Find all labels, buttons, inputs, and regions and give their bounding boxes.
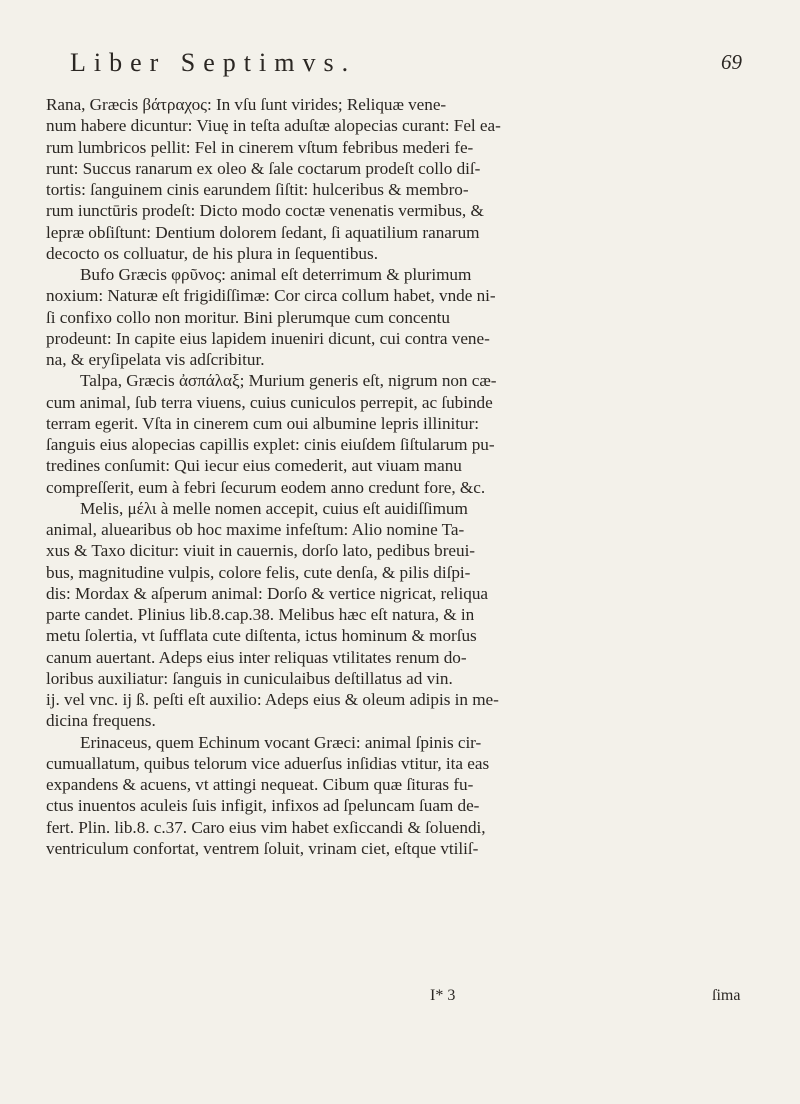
text-line: prodeunt: In capite eius lapidem inueniri dicunt, cui contra vene- [46,328,490,348]
text-line: ſi confixo collo non moritur. Bini plerumque cum concentu [46,307,450,327]
text-line: animal, aluearibus ob hoc maxime infeſtum: Alio nomine Ta- [46,520,465,539]
page-number: 69 [721,50,742,74]
text-line: tredines conſumit: Qui iecur eius comederit, aut viuam manu [46,456,462,476]
text-line: ſanguis eius alopecias capillis explet: cinis eiuſdem ſiſtularum pu- [46,435,495,454]
text-line: Melis, μέλι à melle nomen accepit, cuius eſt auidiſſimum [80,498,468,518]
signature-mark: I* 3 [430,987,456,1004]
running-title: Liber Septimvs. [70,48,357,77]
text-line: Talpa, Græcis ἀσπάλαξ; Murium generis eſt, nigrum non cæ- [80,371,497,391]
text-line: xus & Taxo dicitur: viuit in cauernis, dorſo lato, pedibus breui- [46,541,476,561]
text-line: ij. vel vnc. ij ß. peſti eſt auxilio: Adeps eius & oleum adipis in me- [46,690,499,709]
text-line: noxium: Naturæ eſt frigidiſſimæ: Cor circa collum habet, vnde ni- [46,286,496,306]
text-line: ventriculum confortat, ventrem ſoluit, vrinam ciet, eſtque vtiliſ- [46,838,479,858]
text-line: dicina frequens. [46,711,156,731]
text-line: Erinaceus, quem Echinum vocant Græci: animal ſpinis cir- [80,732,482,752]
text-line: parte candet. Plinius lib.8.cap.38. Melibus hæc eſt natura, & in [46,605,475,624]
text-line: num habere dicuntur: Viuę in teſta aduſtæ alopecias curant: Fel ea- [46,116,501,136]
text-line: compreſſerit, eum à febri ſecurum eodem anno credunt fore, &c. [46,477,486,497]
text-line: metu ſolertia, vt ſufflata cute diſtenta, ictus hominum & morſus [46,626,477,646]
text-line: Bufo Græcis φρῦνος: animal eſt deterrimum & plurimum [80,265,472,284]
text-line: rum iunctūris prodeſt: Dicto modo coctæ venenatis vermibus, & [46,201,484,221]
text-line: cum animal, ſub terra viuens, cuius cuniculos perrepit, ac ſubinde [46,392,493,412]
text-line: terram egerit. Vſta in cinerem cum oui albumine lepris illinitur: [46,413,480,433]
text-line: dis: Mordax & aſperum animal: Dorſo & vertice nigricat, reliqua [46,583,488,603]
text-line: fert. Plin. lib.8. c.37. Caro eius vim habet exſiccandi & ſoluendi, [46,817,486,837]
text-line: cumuallatum, quibus telorum vice aduerſus inſidias vtitur, ita eas [46,753,490,773]
text-line: ctus inuentos aculeis ſuis infigit, infixos ad ſpeluncam ſuam de- [46,796,480,816]
text-line: loribus auxiliatur: ſanguis in cuniculaibus deſtillatus ad vin. [46,668,453,688]
text-line: decocto os colluatur, de his plura in ſequentibus. [46,243,379,263]
main-text-block [46,94,766,859]
text-line: lepræ obſiſtunt: Dentium dolorem ſedant, ſi aquatilium ranarum [46,222,480,242]
running-head [70,46,760,86]
text-line: expandens & acuens, vt attingi nequeat. Cibum quæ ſituras fu- [46,775,474,794]
text-line: rum lumbricos pellit: Fel in cinerem vſtum febribus mederi fe- [46,137,474,157]
text-line: canum auertant. Adeps eius inter reliquas vtilitates renum do- [46,647,467,667]
text-line: Rana, Græcis βάτραχος: In vſu ſunt virides; Reliquæ vene- [46,95,447,114]
text-line: runt: Succus ranarum ex oleo & ſale coctarum prodeſt collo diſ- [46,158,481,178]
text-line: tortis: ſanguinem cinis earundem ſiſtit: hulceribus & membro- [46,180,469,199]
catchword: ſima [712,987,741,1004]
text-line: bus, magnitudine vulpis, colore felis, cute denſa, & pilis diſpi- [46,562,471,582]
text-line: na, & eryſipelata vis adſcribitur. [46,350,265,369]
